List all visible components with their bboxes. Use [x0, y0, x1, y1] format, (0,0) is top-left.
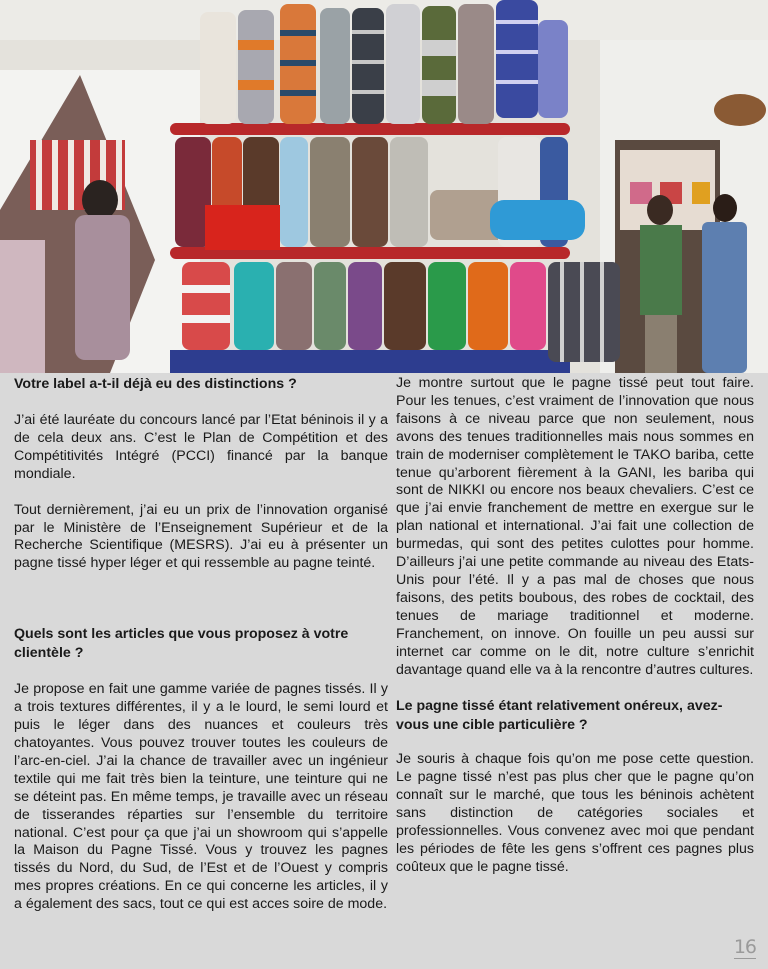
answer-distinctions-paragraph-2: Tout dernièrement, j’ai eu un prix de l’innovation organisé par le Ministère de l’Enseignement Supérieur et de la Recherche Scientifique (MESRS). J’ai eu à présenter un pagne tissé hyper léger et qui ressemble au pagne teinté. — [14, 501, 388, 572]
answer-articles-paragraph-2: Je montre surtout que le pagne tissé peut tout faire. Pour les tenues, c’est vraiment de l’innovation que nous faisons à ce niveau parce que non seulement, nous avons des tenues traditionnelles mais nous sommes en train de moderniser complètement le TAKO bariba, cette tenue qu’arborent fièrement à la GANI, les bariba qui sont de NIKKI ou encore nos beaux chevaliers. C’est ce que j’ai envie franchement de mettre en exergue sur le plan national et international. J’ai fait une collection de burmedas, qui sont des petites culottes pour homme. D’ailleurs j’ai une petite commande au niveau des Etats-Unis pour l’été. Il y a pas mal de choses que nous faisons, des petits boubous, des robes de cocktail, des tenues de mariage traditionnel et moderne. Franchement, on innove. On fouille un peu aussi sur internet car comme on le dit, notre culture s’enrichit davantage quand elle va à la rencontre d’autres cultures. — [396, 375, 754, 678]
mannequin-head — [82, 180, 118, 220]
right-column — [396, 375, 754, 877]
bag-display-3 — [692, 182, 710, 204]
answer-distinctions-paragraph-1: J’ai été lauréate du concours lancé par l’Etat béninois il y a de cela deux ans. C’est le Plan de Compétition et des Compétitivités Intégré (PCCI) financé par la banque mondiale. — [14, 412, 388, 482]
person-man-head — [647, 195, 673, 225]
answer-articles-paragraph-1: Je propose en fait une gamme variée de pagnes tissés. Il y a trois textures différentes, il y a le lourd, le semi lourd et puis le léger dans des nuances et couleurs très chatoyantes. Vous pouvez trouver toutes les couleurs de l’arc-en-ciel. J’ai la chance de travailler avec un ingénieur textile qui me fait très bien la teinture, une teinture qui ne se déteint pas. En même temps, je travaille avec un réseau de tisserandes réparties sur l’ensemble du territoire national. C’est pour ça que j’ai un showroom qui s’appelle la Maison du Pagne Tissé. Vous y trouvez les pagnes tissés du Nord, du Sud, de l’Est et de l’Ouest y compris mes propres créations. En ce qui concerne les articles, il y a également des sacs, tout ce qui est acces soire de mode. — [14, 681, 388, 913]
hanging-clothes — [0, 240, 45, 373]
fabric-rolls-bottom — [182, 262, 620, 362]
mannequin-dress — [75, 215, 130, 360]
bag-display-1 — [630, 182, 652, 204]
answer-target-audience-paragraph: Je souris à chaque fois qu’on me pose cette question. Le pagne tissé n’est pas plus cher que le pagne qu’on connaît sur le marché, que tous les béninois achètent sans distinction de catégories sociales et professionnelles. Vous convenez avec moi que pendant les périodes de fête les gens s’offrent ces pagnes plus coûteux que le pagne tissé. — [396, 751, 754, 875]
question-articles: Quels sont les articles que vous proposez à votre clientèle ? — [14, 626, 349, 662]
left-column — [14, 375, 388, 914]
showroom-photo — [0, 0, 768, 373]
question-target-audience: Le pagne tissé étant relativement onéreux, avez-vous une cible particulière ? — [396, 698, 723, 734]
fabric-rolls-middle — [175, 137, 585, 250]
question-distinctions: Votre label a-t-il déjà eu des distinctions ? — [14, 376, 297, 392]
person-woman-dress — [702, 222, 747, 373]
basket — [714, 94, 766, 126]
shelf-top — [170, 123, 570, 135]
shelf-base — [170, 350, 570, 373]
person-woman-head — [713, 194, 737, 222]
person-man-trousers — [645, 315, 677, 373]
page-number: 16 — [733, 936, 756, 958]
fabric-rolls-top — [200, 0, 568, 124]
person-man-shirt — [640, 225, 682, 315]
